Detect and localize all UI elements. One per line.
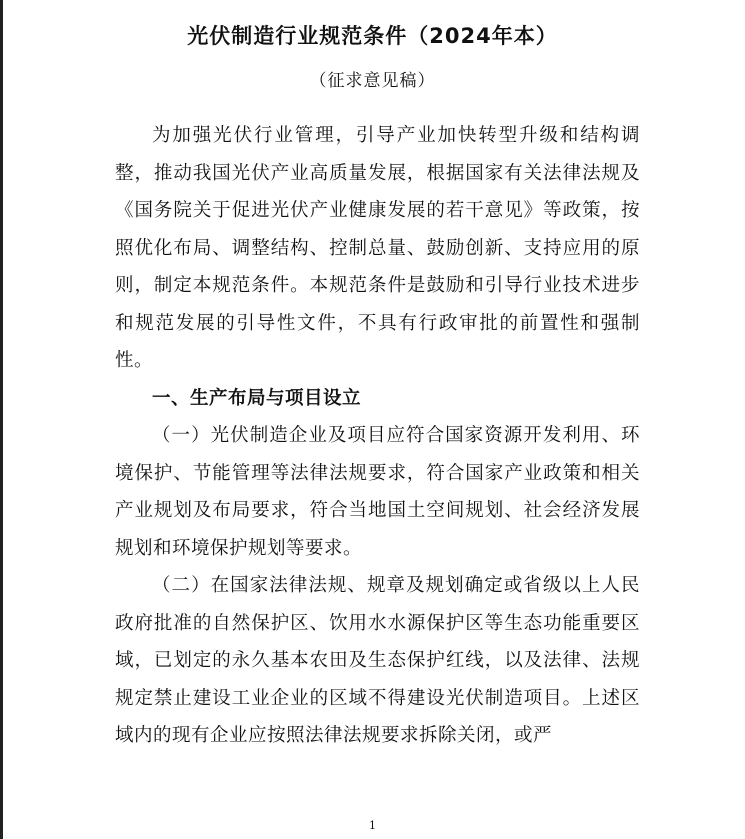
document-subtitle: （征求意见稿）: [309, 71, 436, 91]
intro-paragraph: 为加强光伏行业管理，引导产业加快转型升级和结构调整，推动我国光伏产业高质量发展，根据国家有关法律法规及《国务院关于促进光伏产业健康发展的若干意见》等政策，按照优化布局、调整结构、控制总量、鼓励创新、支持应用的原则，制定本规范条件。本规范条件是鼓励和引导行业技术进步和规范发展的引导性文件，不具有行政审批的前置性和强制性。: [115, 125, 640, 371]
document-title: 光伏制造行业规范条件（2024年本）: [187, 24, 558, 48]
document-body: [115, 117, 640, 755]
clause-paragraph-2: （二）在国家法律法规、规章及规划确定或省级以上人民政府批准的自然保护区、饮用水水源保护区等生态功能重要区域，已划定的永久基本农田及生态保护红线，以及法律、法规规定禁止建设工业企业的区域不得建设光伏制造项目。上述区域内的现有企业应按照法律法规要求拆除关闭，或严: [115, 575, 640, 746]
page-left-border: [0, 0, 3, 839]
clause-paragraph-1: （一）光伏制造企业及项目应符合国家资源开发利用、环境保护、节能管理等法律法规要求，符合国家产业政策和相关产业规划及布局要求，符合当地国土空间规划、社会经济发展规划和环境保护规划等要求。: [115, 425, 640, 559]
page-number: 1: [369, 819, 376, 832]
section-heading: 一、生产布局与项目设立: [152, 387, 362, 409]
